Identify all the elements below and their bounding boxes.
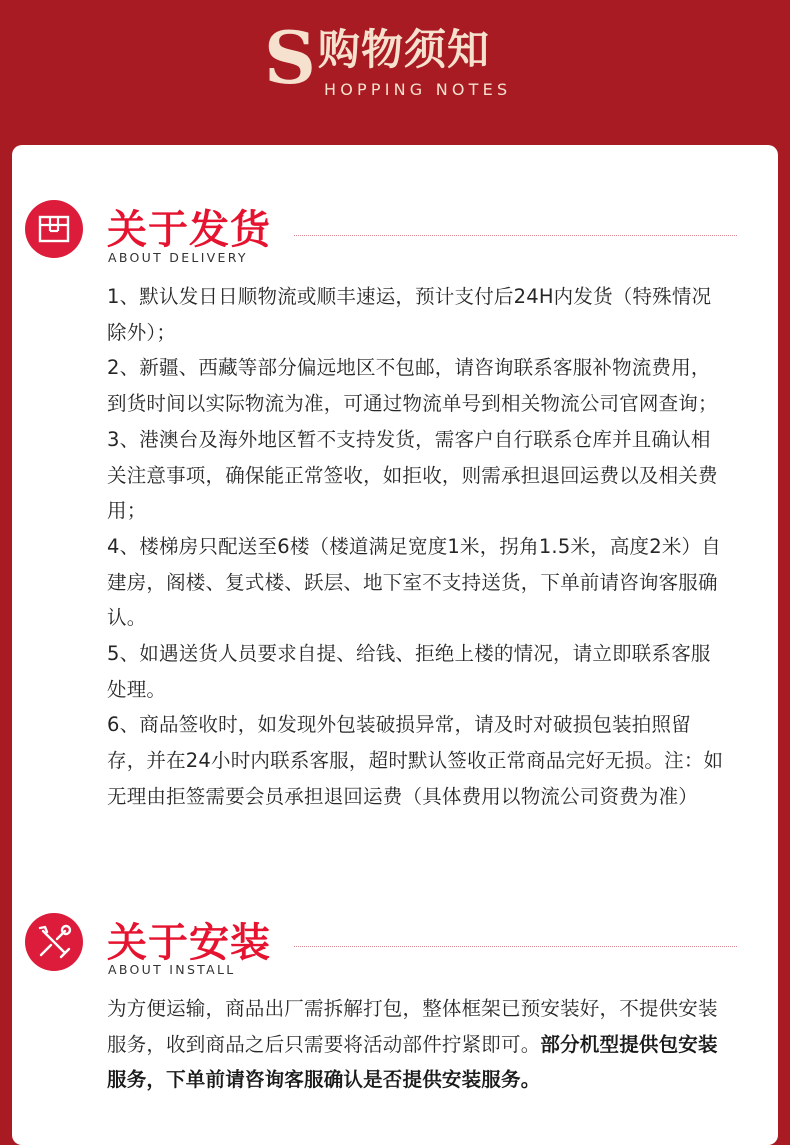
page-subtitle: HOPPING NOTES	[324, 80, 512, 99]
delivery-item: 5、如遇送货人员要求自提、给钱、拒绝上楼的情况，请立即联系客服处理。	[107, 642, 711, 701]
wrench-screwdriver-icon	[25, 913, 83, 971]
dotted-divider	[294, 946, 737, 947]
delivery-item: 4、楼梯房只配送至6楼（楼道满足宽度1米，拐角1.5米，高度2米）自建房，阁楼、复式楼、跃层、地下室不支持送货，下单前请咨询客服确认。	[107, 534, 721, 630]
install-notes	[107, 991, 729, 1098]
delivery-notes	[107, 279, 729, 815]
section-subtitle-install: ABOUT INSTALL	[108, 962, 236, 977]
install-bold-text: 部分机型提供包安装服务，下单前请咨询客服确认是否提供安装服务。	[107, 1032, 718, 1092]
delivery-item: 1、默认发日日顺物流或顺丰速运，预计支付后24H内发货（特殊情况除外）；	[107, 285, 712, 344]
page-header	[0, 0, 790, 145]
section-title-delivery: 关于发货	[107, 207, 271, 253]
install-text: 为方便运输，商品出厂需拆解打包，整体框架已预安装好，不提供安装服务，收到商品之后只需要将活动部件拧紧即可。	[107, 997, 718, 1056]
delivery-item: 6、商品签收时，如发现外包装破损异常，请及时对破损包装拍照留存，并在24小时内联系客服，超时默认签收正常商品完好无损。注：如无理由拒签需要会员承担退回运费（具体费用以物流公司资费为准）	[107, 713, 724, 808]
delivery-item: 2、新疆、西藏等部分偏远地区不包邮，请咨询联系客服补物流费用，到货时间以实际物流为准，可通过物流单号到相关物流公司官网查询；	[107, 356, 718, 416]
content-card	[12, 145, 778, 1145]
delivery-item: 3、港澳台及海外地区暂不支持发货，需客户自行联系仓库并且确认相关注意事项，确保能正常签收，如拒收，则需承担退回运费以及相关费用；	[107, 427, 718, 523]
section-title-install: 关于安装	[107, 920, 271, 966]
dotted-divider	[294, 235, 737, 236]
logo-letter: S	[264, 15, 316, 100]
section-subtitle-delivery: ABOUT DELIVERY	[108, 250, 248, 265]
page-title: 购物须知	[318, 25, 491, 74]
package-box-icon	[25, 200, 83, 258]
